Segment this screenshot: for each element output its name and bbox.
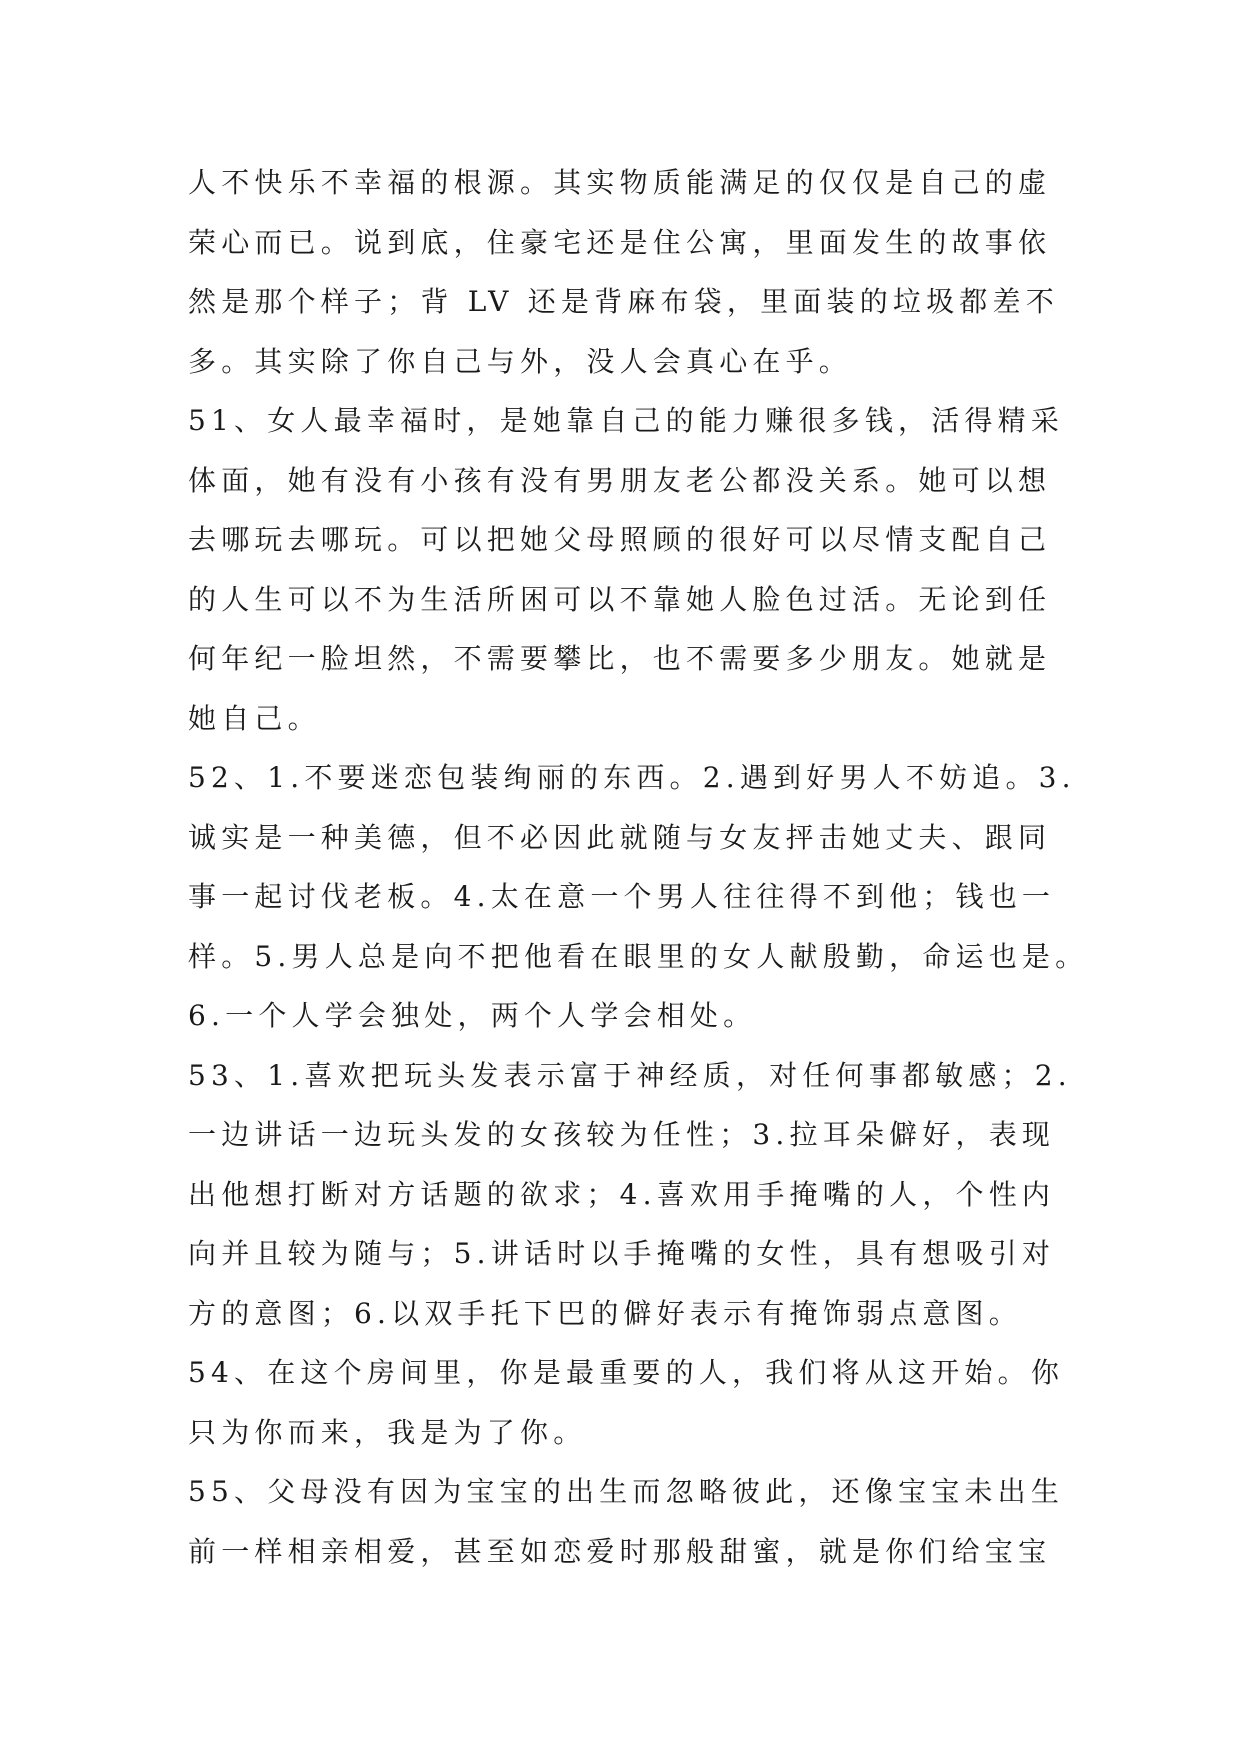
text-line: 样。5.男人总是向不把他看在眼里的女人献殷勤，命运也是。 (188, 939, 1089, 973)
text-line: 多。其实除了你自己与外，没人会真心在乎。 (188, 344, 853, 378)
text-line: 51、女人最幸福时，是她靠自己的能力赚很多钱，活得精采 (188, 404, 1065, 437)
text-line: 方的意图；6.以双手托下巴的僻好表示有掩饰弱点意图。 (188, 1296, 1022, 1330)
text-line: 55、父母没有因为宝宝的出生而忽略彼此，还像宝宝未出生 (188, 1475, 1065, 1508)
text-line: 出他想打断对方话题的欲求；4.喜欢用手掩嘴的人，个性内 (188, 1177, 1056, 1211)
text-line: 体面，她有没有小孩有没有男朋友老公都没关系。她可以想 (188, 463, 1052, 497)
text-line: 一边讲话一边玩头发的女孩较为任性；3.拉耳朵僻好，表现 (188, 1118, 1056, 1151)
text-line: 然是那个样子；背 LV 还是背麻布袋，里面装的垃圾都差不 (188, 285, 1059, 318)
text-line: 向并且较为随与；5.讲话时以手掩嘴的女性，具有想吸引对 (188, 1237, 1056, 1270)
text-line: 人不快乐不幸福的根源。其实物质能满足的仅仅是自己的虚 (188, 166, 1052, 199)
text-line: 6.一个人学会独处，两个人学会相处。 (188, 999, 757, 1032)
text-line: 前一样相亲相爱，甚至如恋爱时那般甜蜜，就是你们给宝宝 (188, 1534, 1052, 1568)
text-line: 她自己。 (188, 701, 321, 735)
document-body (188, 153, 1089, 1581)
text-line: 荣心而已。说到底，住豪宅还是住公寓，里面发生的故事依 (188, 225, 1052, 259)
text-line: 52、1.不要迷恋包装绚丽的东西。2.遇到好男人不妨追。3. (188, 761, 1076, 794)
text-line: 事一起讨伐老板。4.太在意一个男人往往得不到他；钱也一 (188, 880, 1056, 913)
text-line: 诚实是一种美德，但不必因此就随与女友抨击她丈夫、跟同 (188, 820, 1052, 854)
text-line: 的人生可以不为生活所困可以不靠她人脸色过活。无论到任 (188, 582, 1052, 616)
text-line: 只为你而来，我是为了你。 (188, 1415, 587, 1449)
text-line: 何年纪一脸坦然，不需要攀比，也不需要多少朋友。她就是 (188, 642, 1052, 675)
text-line: 54、在这个房间里，你是最重要的人，我们将从这开始。你 (188, 1356, 1065, 1389)
text-line: 去哪玩去哪玩。可以把她父母照顾的很好可以尽情支配自己 (188, 523, 1052, 556)
text-line: 53、1.喜欢把玩头发表示富于神经质，对任何事都敏感；2. (188, 1058, 1072, 1092)
